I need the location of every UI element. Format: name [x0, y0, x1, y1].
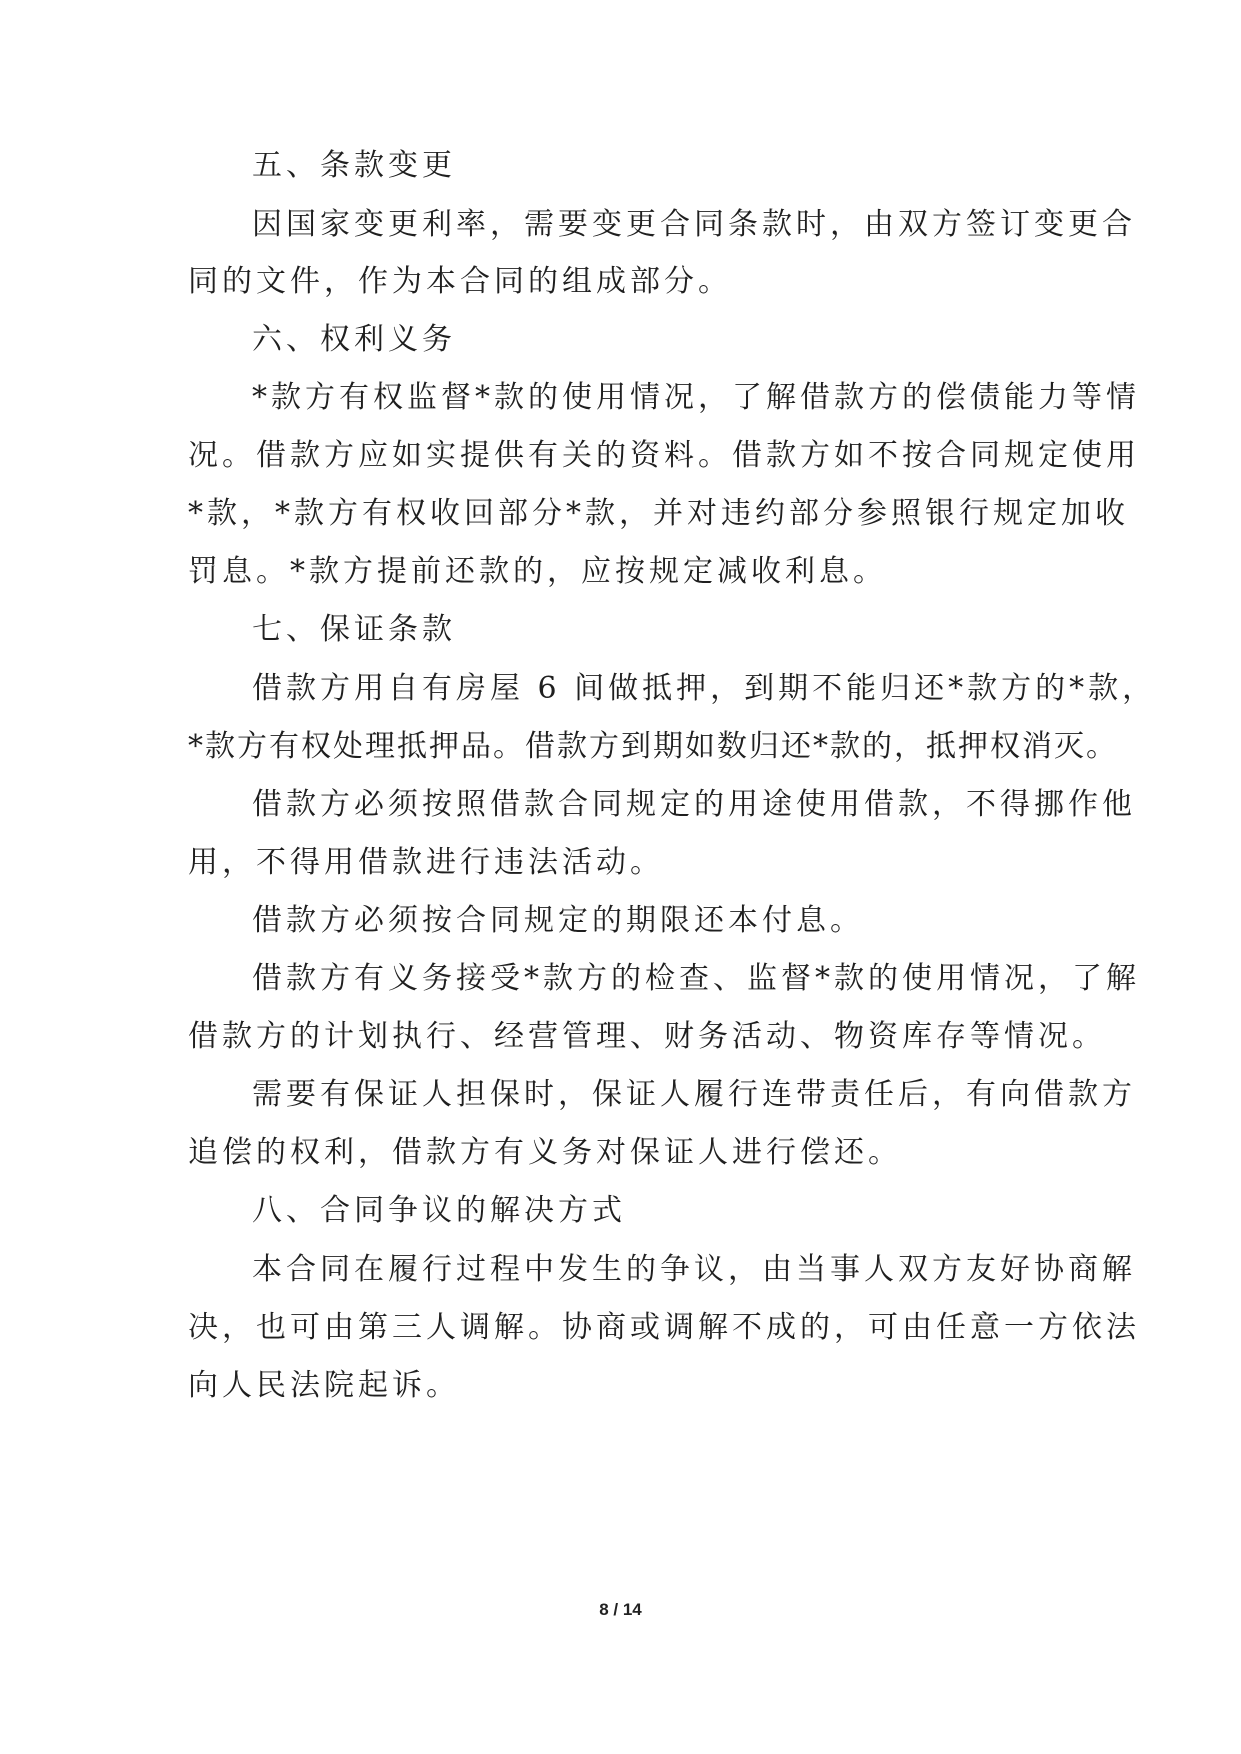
section-heading-terms-change: 五、条款变更 — [252, 148, 456, 183]
paragraph-line: *款方有权处理抵押品。借款方到期如数归还*款的，抵押权消灭。 — [188, 729, 1118, 764]
paragraph-line: 借款方必须按照借款合同规定的用途使用借款，不得挪作他 — [252, 787, 1136, 822]
paragraph-line: 本合同在履行过程中发生的争议，由当事人双方友好协商解 — [252, 1252, 1136, 1287]
paragraph-line: 向人民法院起诉。 — [188, 1368, 460, 1403]
page-number: 8 / 14 — [599, 1600, 642, 1619]
section-heading-rights-obligations: 六、权利义务 — [252, 322, 456, 357]
paragraph-line: 借款方的计划执行、经营管理、财务活动、物资库存等情况。 — [188, 1019, 1106, 1054]
paragraph-line: 借款方用自有房屋 6 间做抵押，到期不能归还*款方的*款， — [252, 671, 1157, 706]
paragraph-line: 追偿的权利，借款方有义务对保证人进行偿还。 — [188, 1135, 902, 1170]
paragraph-line: 需要有保证人担保时，保证人履行连带责任后，有向借款方 — [252, 1077, 1136, 1112]
paragraph-line: 因国家变更利率，需要变更合同条款时，由双方签订变更合 — [252, 207, 1136, 242]
paragraph-line: *款方有权监督*款的使用情况，了解借款方的偿债能力等情 — [252, 380, 1140, 415]
paragraph-line: 借款方有义务接受*款方的检查、监督*款的使用情况，了解 — [252, 961, 1140, 996]
section-heading-dispute-resolution: 八、合同争议的解决方式 — [252, 1193, 626, 1228]
paragraph-line: 况。借款方应如实提供有关的资料。借款方如不按合同规定使用 — [188, 438, 1140, 473]
paragraph-line: 决，也可由第三人调解。协商或调解不成的，可由任意一方依法 — [188, 1310, 1140, 1345]
section-heading-guarantee-terms: 七、保证条款 — [252, 612, 456, 647]
paragraph-line: 用，不得用借款进行违法活动。 — [188, 845, 664, 880]
paragraph-line: 借款方必须按合同规定的期限还本付息。 — [252, 903, 864, 938]
paragraph-line: 同的文件，作为本合同的组成部分。 — [188, 264, 732, 299]
paragraph-line: 罚息。*款方提前还款的，应按规定减收利息。 — [188, 554, 887, 589]
paragraph-line: *款，*款方有权收回部分*款，并对违约部分参照银行规定加收 — [188, 496, 1129, 531]
